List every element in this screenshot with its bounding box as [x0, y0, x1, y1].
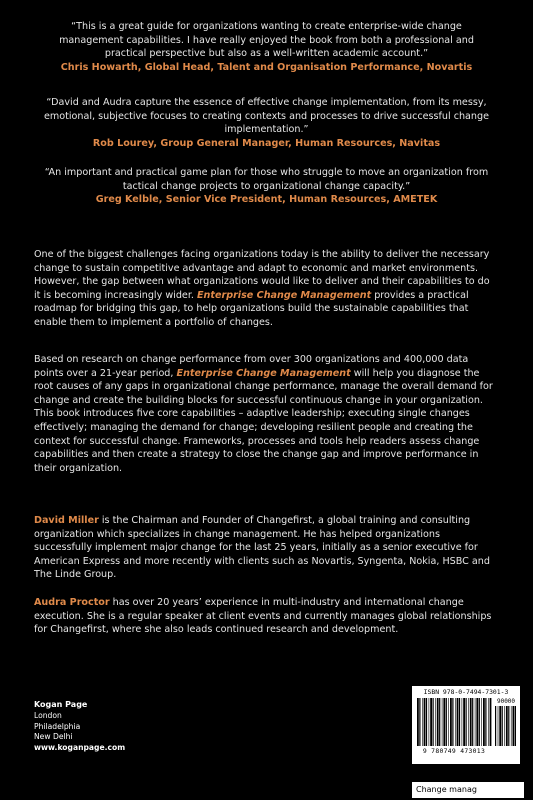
- barcode-bar: [463, 698, 465, 746]
- quote-text: “An important and practical game plan for those who struggle to move an organization from tactical change projects to organizational change capacity.”: [44, 167, 489, 192]
- quote-1: [40, 20, 493, 74]
- quote-attribution: Rob Lourey, Group General Manager, Human Resources, Navitas: [92, 137, 441, 149]
- barcode-bar: [481, 698, 482, 746]
- barcode-bar: [475, 698, 476, 746]
- author-name: David Miller: [34, 515, 99, 526]
- barcode-bar: [472, 698, 473, 746]
- barcode-bar: [430, 698, 432, 746]
- barcode-bar: [442, 698, 443, 746]
- barcode-bar: [470, 698, 472, 746]
- publisher-url: www.koganpage.com: [34, 743, 126, 753]
- barcode-bar: [479, 698, 480, 746]
- author-bio-audra-proctor: [34, 596, 494, 637]
- barcode-bar: [468, 698, 469, 746]
- description-paragraph-2: [34, 353, 494, 475]
- barcode-addon-bars: [494, 706, 518, 746]
- barcode-bar: [466, 698, 467, 746]
- barcode-bar: [476, 698, 478, 746]
- quote-3: [40, 166, 493, 207]
- barcode-bar: [502, 706, 503, 746]
- barcode-bar: [417, 698, 419, 746]
- paragraph-text: One of the biggest challenges facing organizations today is the ability to deliver the necessary change to sustain competitive advantage and adapt to economic and market environments. However, the gap between what organizations would like to deliver and their capabilities to do it is becoming increasingly wider.: [34, 249, 490, 301]
- barcode-bar: [508, 706, 509, 746]
- spine-label: [412, 782, 524, 798]
- barcode-bar: [495, 706, 496, 746]
- barcode: [412, 686, 520, 764]
- barcode-bar: [462, 698, 463, 746]
- paragraph-text: has over 20 years’ experience in multi-industry and international change execution. She is a regular speaker at client events and currently manages global relationships for Changefirst, where she also leads continued research and development.: [34, 597, 492, 636]
- barcode-bar: [448, 698, 449, 746]
- barcode-bar: [419, 698, 420, 746]
- barcode-bar: [457, 698, 459, 746]
- publisher-city: London: [34, 710, 62, 720]
- barcode-bar: [433, 698, 434, 746]
- barcode-bar: [515, 706, 516, 746]
- quote-attribution: Greg Kelble, Senior Vice President, Human Resources, AMETEK: [95, 194, 438, 206]
- book-title: Enterprise Change Management: [197, 289, 372, 301]
- barcode-bar: [485, 698, 486, 746]
- ean-number: 9 780749 473013: [422, 747, 486, 755]
- publisher-name: Kogan Page: [34, 700, 88, 709]
- barcode-bars: [416, 698, 492, 746]
- author-bio-david-miller: [34, 514, 494, 582]
- spine-label-text: Change manag: [416, 785, 477, 794]
- barcode-bar: [513, 706, 515, 746]
- quote-attribution: Chris Howarth, Global Head, Talent and Organisation Performance, Novartis: [60, 61, 473, 73]
- quote-text: “This is a great guide for organizations wanting to create enterprise-wide change management capabilities. I have really enjoyed the book from both a professional and practical perspective but also as a well-written academic account.”: [59, 21, 474, 60]
- barcode-bar: [426, 698, 427, 746]
- publisher-city: Philadelphia: [34, 721, 81, 731]
- barcode-bar: [498, 706, 499, 746]
- barcode-bar: [459, 698, 460, 746]
- barcode-bar: [511, 706, 512, 746]
- barcode-bar: [483, 698, 485, 746]
- barcode-bar: [504, 706, 505, 746]
- barcode-bar: [435, 698, 436, 746]
- barcode-bar: [446, 698, 447, 746]
- barcode-bar: [443, 698, 445, 746]
- description-paragraph-1: [34, 248, 494, 330]
- paragraph-text: is the Chairman and Founder of Changefirst, a global training and consulting organization which specializes in change management. He has helped organizations successfully implement major change for the last 25 years, initially as a senior executive for American Express and more recently with clients such as Novartis, Syngenta, Nokia, HSBC and The Linde Group.: [34, 515, 490, 581]
- paragraph-text: Based on research on change performance from over 300 organizations and 400,000 data points over a 21-year period,: [34, 354, 469, 379]
- barcode-bar: [490, 698, 492, 746]
- barcode-bar: [422, 698, 423, 746]
- barcode-bar: [452, 698, 453, 746]
- isbn-number: ISBN 978-0-7494-7301-3: [423, 688, 509, 696]
- paragraph-text: provides a practical roadmap for bridging this gap, to help organizations build the sustainable capabilities that enable them to implement a portfolio of changes.: [34, 289, 469, 328]
- barcode-bar: [506, 706, 508, 746]
- barcode-bar: [455, 698, 456, 746]
- quote-2: [40, 96, 493, 150]
- barcode-bar: [424, 698, 426, 746]
- barcode-bar: [488, 698, 489, 746]
- publisher-block: [34, 700, 125, 754]
- barcode-addon-number: 90000: [496, 698, 516, 705]
- barcode-bar: [499, 706, 501, 746]
- quote-text: “David and Audra capture the essence of effective change implementation, from its messy, emotional, subjective focuses to creating contexts and processes to drive successful change implementation.”: [43, 97, 489, 136]
- book-title: Enterprise Change Management: [176, 367, 351, 379]
- barcode-bar: [429, 698, 430, 746]
- publisher-city: New Delhi: [34, 732, 73, 742]
- barcode-bar: [437, 698, 439, 746]
- barcode-bar: [450, 698, 452, 746]
- paragraph-text: will help you diagnose the root causes of any gaps in organizational change performance, manage the overall demand for change and create the building blocks for successful continuous change in your organization. This book introduces five core capabilities – adaptive leadership; executing single changes effectively; managing the demand for change; developing resilient people and creating the context for successful change. Frameworks, processes and tools help readers assess change capabilities and then create a strategy to close the change gap and improve performance in their organization.: [34, 367, 493, 474]
- barcode-bar: [439, 698, 440, 746]
- author-name: Audra Proctor: [34, 597, 110, 608]
